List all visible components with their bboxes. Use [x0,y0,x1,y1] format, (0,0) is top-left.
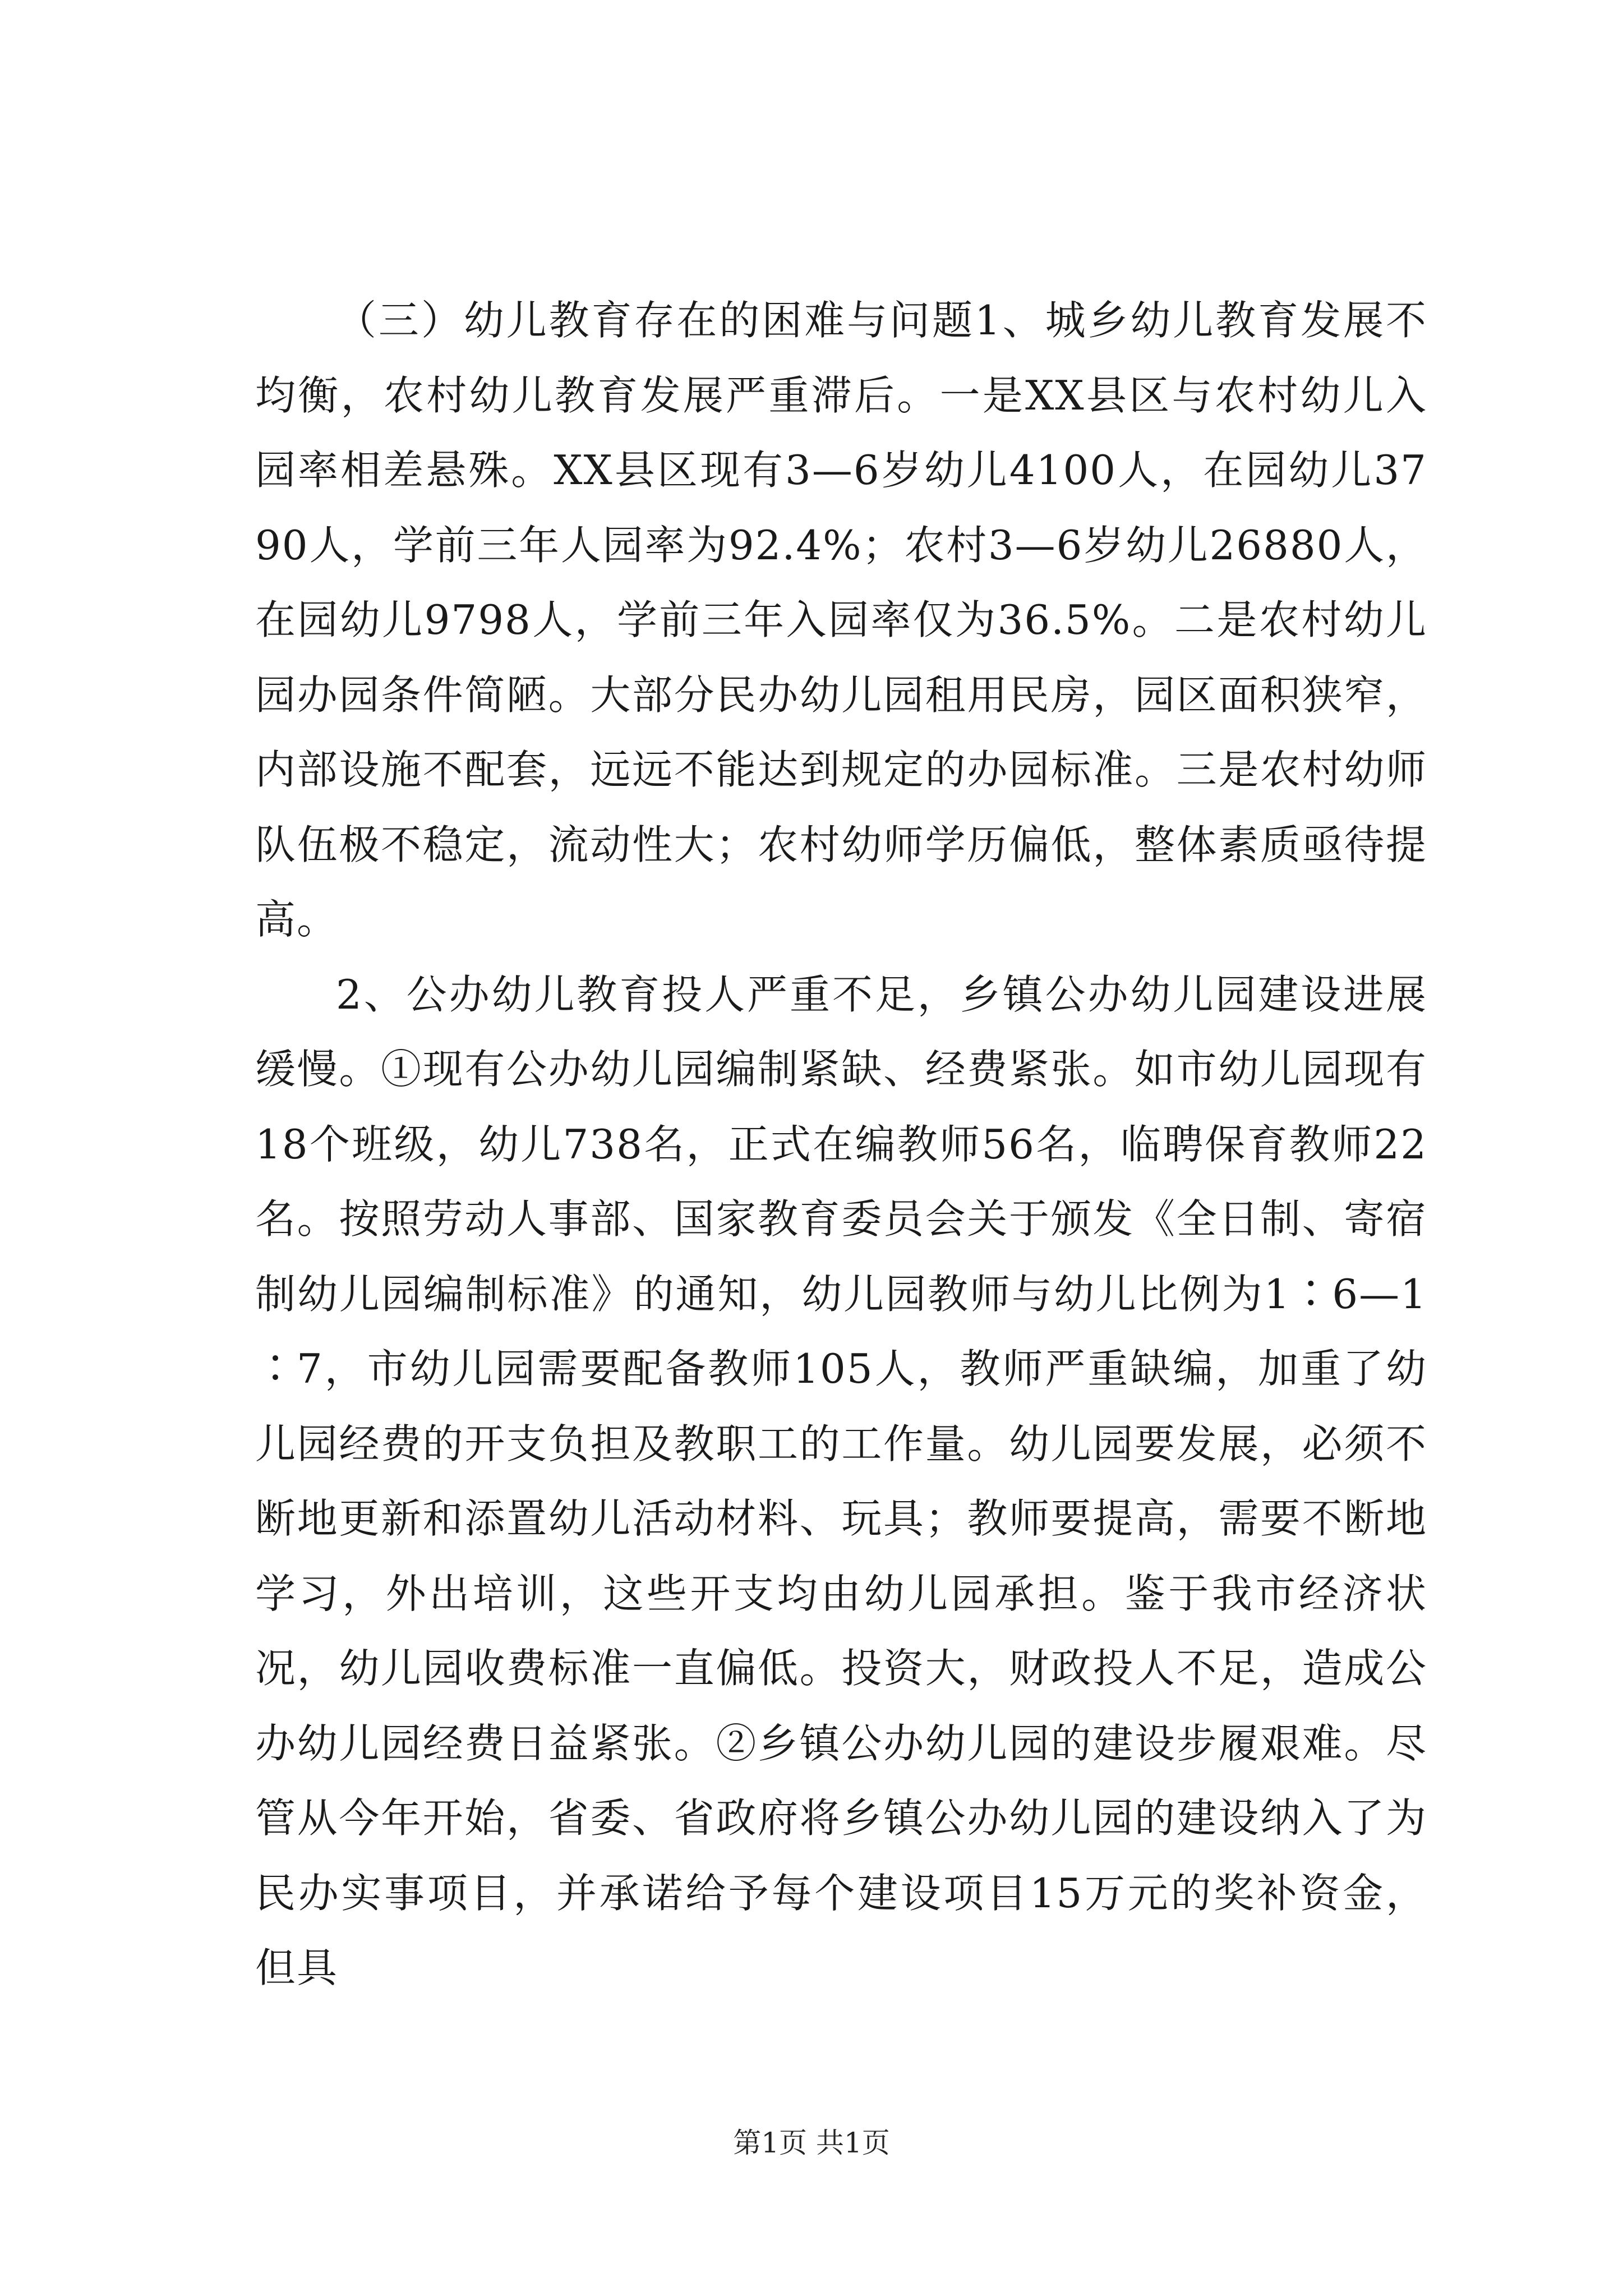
page-footer: 第1页 共1页 [733,2127,890,2159]
paragraph-difficulties: （三）幼儿教育存在的困难与问题1、城乡幼儿教育发展不均衡，农村幼儿教育发展严重滞后。一是XX县区与农村幼儿入园率相差悬殊。XX县区现有3—6岁幼儿4100人，在园幼儿3790人，学前三年人园率为92.4%；农村3—6岁幼儿26880人，在园幼儿9798人，学前三年入园率仅为36.5%。二是农村幼儿园办园条件简陋。大部分民办幼儿园租用民房，园区面积狭窄，内部设施不配套，远远不能达到规定的办园标准。三是农村幼师队伍极不稳定，流动性大；农村幼师学历偏低，整体素质亟待提高。 [255,297,1427,943]
document-body [255,283,1427,2006]
paragraph-public-investment: 2、公办幼儿教育投人严重不足，乡镇公办幼儿园建设进展缓慢。①现有公办幼儿园编制紧缺、经费紧张。如市幼儿园现有18个班级，幼儿738名，正式在编教师56名，临聘保育教师22名。按照劳动人事部、国家教育委员会关于颁发《全日制、寄宿制幼儿园编制标准》的通知，幼儿园教师与幼儿比例为1∶6—1∶7，市幼儿园需要配备教师105人，教师严重缺编，加重了幼儿园经费的开支负担及教职工的工作量。幼儿园要发展，必须不断地更新和添置幼儿活动材料、玩具；教师要提高，需要不断地学习，外出培训，这些开支均由幼儿园承担。鉴于我市经济状况，幼儿园收费标准一直偏低。投资大，财政投人不足，造成公办幼儿园经费日益紧张。②乡镇公办幼儿园的建设步履艰难。尽管从今年开始，省委、省政府将乡镇公办幼儿园的建设纳入了为民办实事项目，并承诺给予每个建设项目15万元的奖补资金，但具 [255,970,1427,1991]
